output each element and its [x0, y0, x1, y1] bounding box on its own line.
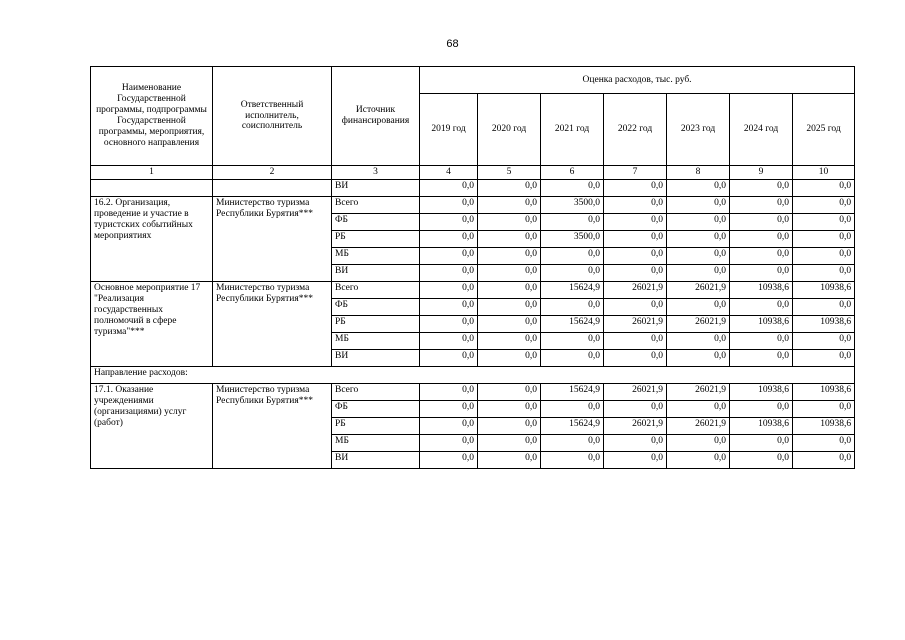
- expense-value-cell: 26021,9: [667, 316, 730, 333]
- responsible-cell: Министерство туризма Республики Бурятия***: [213, 282, 332, 367]
- expense-value-cell: 0,0: [420, 180, 478, 197]
- expense-value-cell: 0,0: [730, 350, 793, 367]
- column-number: 7: [604, 166, 667, 180]
- expense-value-cell: 0,0: [667, 197, 730, 214]
- funding-source-cell: Всего: [332, 282, 420, 299]
- expense-value-cell: 15624,9: [541, 418, 604, 435]
- expense-value-cell: 15624,9: [541, 316, 604, 333]
- expense-value-cell: 10938,6: [730, 316, 793, 333]
- expense-value-cell: 0,0: [420, 248, 478, 265]
- expense-value-cell: 0,0: [793, 401, 855, 418]
- expense-value-cell: 0,0: [604, 197, 667, 214]
- funding-source-cell: Всего: [332, 197, 420, 214]
- expense-value-cell: 0,0: [541, 333, 604, 350]
- expense-value-cell: 0,0: [793, 299, 855, 316]
- expense-value-cell: 0,0: [604, 435, 667, 452]
- program-name-cell: 16.2. Организация, проведение и участие в туристских событийных мероприятиях: [91, 197, 213, 282]
- expense-value-cell: 0,0: [793, 231, 855, 248]
- funding-source-cell: Всего: [332, 384, 420, 401]
- expense-value-cell: 0,0: [478, 197, 541, 214]
- expense-value-cell: 0,0: [667, 231, 730, 248]
- expense-value-cell: 0,0: [420, 265, 478, 282]
- expense-value-cell: 0,0: [420, 384, 478, 401]
- expense-value-cell: 0,0: [541, 452, 604, 469]
- section-label: Направление расходов:: [91, 367, 855, 384]
- expense-value-cell: 0,0: [420, 333, 478, 350]
- responsible-cell: Министерство туризма Республики Бурятия***: [213, 384, 332, 469]
- expense-value-cell: 0,0: [793, 452, 855, 469]
- column-number: 2: [213, 166, 332, 180]
- expense-value-cell: 10938,6: [793, 418, 855, 435]
- funding-source-cell: РБ: [332, 231, 420, 248]
- expense-value-cell: 10938,6: [730, 384, 793, 401]
- expense-value-cell: 0,0: [730, 401, 793, 418]
- expense-value-cell: 0,0: [420, 282, 478, 299]
- expense-value-cell: 0,0: [667, 265, 730, 282]
- responsible-cell: [213, 180, 332, 197]
- expense-value-cell: 10938,6: [793, 384, 855, 401]
- expense-value-cell: 0,0: [541, 299, 604, 316]
- expense-value-cell: 0,0: [667, 435, 730, 452]
- column-number: 10: [793, 166, 855, 180]
- expense-value-cell: 0,0: [541, 248, 604, 265]
- expense-value-cell: 0,0: [667, 248, 730, 265]
- header-year: 2024 год: [730, 94, 793, 166]
- expense-value-cell: 0,0: [604, 350, 667, 367]
- expense-value-cell: 0,0: [604, 214, 667, 231]
- page-number: 68: [446, 38, 459, 50]
- expense-value-cell: 0,0: [420, 197, 478, 214]
- column-number: 4: [420, 166, 478, 180]
- column-number: 1: [91, 166, 213, 180]
- expense-value-cell: 0,0: [478, 180, 541, 197]
- header-responsible: Ответственный исполнитель, соисполнитель: [213, 67, 332, 166]
- expense-value-cell: 0,0: [478, 248, 541, 265]
- expense-value-cell: 0,0: [478, 299, 541, 316]
- expense-value-cell: 0,0: [793, 197, 855, 214]
- header-name: Наименование Государственной программы, подпрограммы Государственной программы, мероприятия, основного направления: [91, 67, 213, 166]
- expense-value-cell: 0,0: [420, 299, 478, 316]
- funding-source-cell: ФБ: [332, 214, 420, 231]
- expense-value-cell: 3500,0: [541, 197, 604, 214]
- expense-value-cell: 0,0: [730, 452, 793, 469]
- expense-value-cell: 0,0: [541, 265, 604, 282]
- expense-value-cell: 0,0: [541, 435, 604, 452]
- expense-value-cell: 0,0: [667, 299, 730, 316]
- expense-value-cell: 0,0: [730, 231, 793, 248]
- responsible-cell: Министерство туризма Республики Бурятия***: [213, 197, 332, 282]
- program-name-cell: [91, 180, 213, 197]
- expense-value-cell: 0,0: [420, 435, 478, 452]
- expense-value-cell: 26021,9: [667, 418, 730, 435]
- expense-value-cell: 0,0: [420, 316, 478, 333]
- expense-value-cell: 0,0: [667, 452, 730, 469]
- funding-source-cell: ВИ: [332, 350, 420, 367]
- column-number: 6: [541, 166, 604, 180]
- expense-value-cell: 0,0: [420, 452, 478, 469]
- expense-value-cell: 0,0: [420, 231, 478, 248]
- expense-value-cell: 0,0: [667, 333, 730, 350]
- expense-value-cell: 0,0: [604, 265, 667, 282]
- header-estimate: Оценка расходов, тыс. руб.: [420, 67, 855, 94]
- expense-value-cell: 26021,9: [667, 384, 730, 401]
- expense-value-cell: 0,0: [730, 265, 793, 282]
- expense-value-cell: 0,0: [604, 452, 667, 469]
- expense-value-cell: 0,0: [478, 384, 541, 401]
- program-name-cell: 17.1. Оказание учреждениями (организациями) услуг (работ): [91, 384, 213, 469]
- expense-value-cell: 0,0: [478, 231, 541, 248]
- expense-value-cell: 0,0: [730, 180, 793, 197]
- expense-value-cell: 3500,0: [541, 231, 604, 248]
- table-row: [91, 197, 855, 214]
- section-row: [91, 367, 855, 384]
- budget-table: [90, 66, 855, 469]
- expense-value-cell: 26021,9: [667, 282, 730, 299]
- table-body: [91, 180, 855, 469]
- expense-value-cell: 0,0: [730, 333, 793, 350]
- expense-value-cell: 0,0: [793, 333, 855, 350]
- expense-value-cell: 0,0: [478, 350, 541, 367]
- expense-value-cell: 0,0: [420, 350, 478, 367]
- expense-value-cell: 0,0: [478, 214, 541, 231]
- expense-value-cell: 26021,9: [604, 316, 667, 333]
- expense-value-cell: 0,0: [793, 248, 855, 265]
- expense-value-cell: 15624,9: [541, 282, 604, 299]
- header-year: 2023 год: [667, 94, 730, 166]
- funding-source-cell: ВИ: [332, 452, 420, 469]
- funding-source-cell: ВИ: [332, 180, 420, 197]
- header-year: 2020 год: [478, 94, 541, 166]
- expense-value-cell: 26021,9: [604, 282, 667, 299]
- expense-value-cell: 0,0: [793, 265, 855, 282]
- funding-source-cell: МБ: [332, 435, 420, 452]
- expense-value-cell: 0,0: [478, 333, 541, 350]
- expense-value-cell: 0,0: [478, 452, 541, 469]
- expense-value-cell: 0,0: [420, 214, 478, 231]
- expense-value-cell: 15624,9: [541, 384, 604, 401]
- expense-value-cell: 0,0: [478, 282, 541, 299]
- expense-value-cell: 0,0: [604, 231, 667, 248]
- expense-value-cell: 26021,9: [604, 418, 667, 435]
- table-row: [91, 282, 855, 299]
- expense-value-cell: 0,0: [793, 350, 855, 367]
- expense-value-cell: 0,0: [730, 197, 793, 214]
- expense-value-cell: 0,0: [730, 248, 793, 265]
- expense-value-cell: 0,0: [541, 214, 604, 231]
- expense-value-cell: 0,0: [667, 350, 730, 367]
- expense-value-cell: 0,0: [604, 180, 667, 197]
- funding-source-cell: МБ: [332, 333, 420, 350]
- expense-value-cell: 10938,6: [730, 282, 793, 299]
- funding-source-cell: РБ: [332, 316, 420, 333]
- funding-source-cell: ФБ: [332, 401, 420, 418]
- expense-value-cell: 0,0: [604, 333, 667, 350]
- expense-value-cell: 26021,9: [604, 384, 667, 401]
- expense-value-cell: 0,0: [667, 180, 730, 197]
- table-row: [91, 180, 855, 197]
- expense-value-cell: 0,0: [541, 401, 604, 418]
- expense-value-cell: 0,0: [478, 435, 541, 452]
- expense-value-cell: 0,0: [730, 299, 793, 316]
- expense-value-cell: 10938,6: [793, 316, 855, 333]
- expense-value-cell: 0,0: [604, 401, 667, 418]
- expense-value-cell: 0,0: [541, 180, 604, 197]
- expense-value-cell: 0,0: [420, 401, 478, 418]
- column-number: 9: [730, 166, 793, 180]
- header-year: 2019 год: [420, 94, 478, 166]
- expense-value-cell: 0,0: [793, 180, 855, 197]
- funding-source-cell: РБ: [332, 418, 420, 435]
- funding-source-cell: ФБ: [332, 299, 420, 316]
- table-row: [91, 384, 855, 401]
- expense-value-cell: 0,0: [478, 316, 541, 333]
- expense-value-cell: 0,0: [730, 435, 793, 452]
- expense-value-cell: 0,0: [478, 265, 541, 282]
- expense-value-cell: 0,0: [420, 418, 478, 435]
- expense-value-cell: 10938,6: [793, 282, 855, 299]
- expense-value-cell: 0,0: [478, 418, 541, 435]
- expense-value-cell: 0,0: [793, 435, 855, 452]
- column-number: 5: [478, 166, 541, 180]
- column-number: 8: [667, 166, 730, 180]
- expense-value-cell: 0,0: [793, 214, 855, 231]
- header-year: 2021 год: [541, 94, 604, 166]
- funding-source-cell: ВИ: [332, 265, 420, 282]
- expense-value-cell: 0,0: [667, 214, 730, 231]
- header-year: 2022 год: [604, 94, 667, 166]
- expense-value-cell: 0,0: [667, 401, 730, 418]
- expense-value-cell: 0,0: [730, 214, 793, 231]
- expense-value-cell: 10938,6: [730, 418, 793, 435]
- funding-source-cell: МБ: [332, 248, 420, 265]
- expense-value-cell: 0,0: [604, 299, 667, 316]
- column-number: 3: [332, 166, 420, 180]
- expense-value-cell: 0,0: [541, 350, 604, 367]
- program-name-cell: Основное мероприятие 17 "Реализация государственных полномочий в сфере туризма"***: [91, 282, 213, 367]
- expense-value-cell: 0,0: [604, 248, 667, 265]
- header-source: Источник финансирования: [332, 67, 420, 166]
- expense-value-cell: 0,0: [478, 401, 541, 418]
- column-numbers-row: [91, 166, 855, 180]
- header-year: 2025 год: [793, 94, 855, 166]
